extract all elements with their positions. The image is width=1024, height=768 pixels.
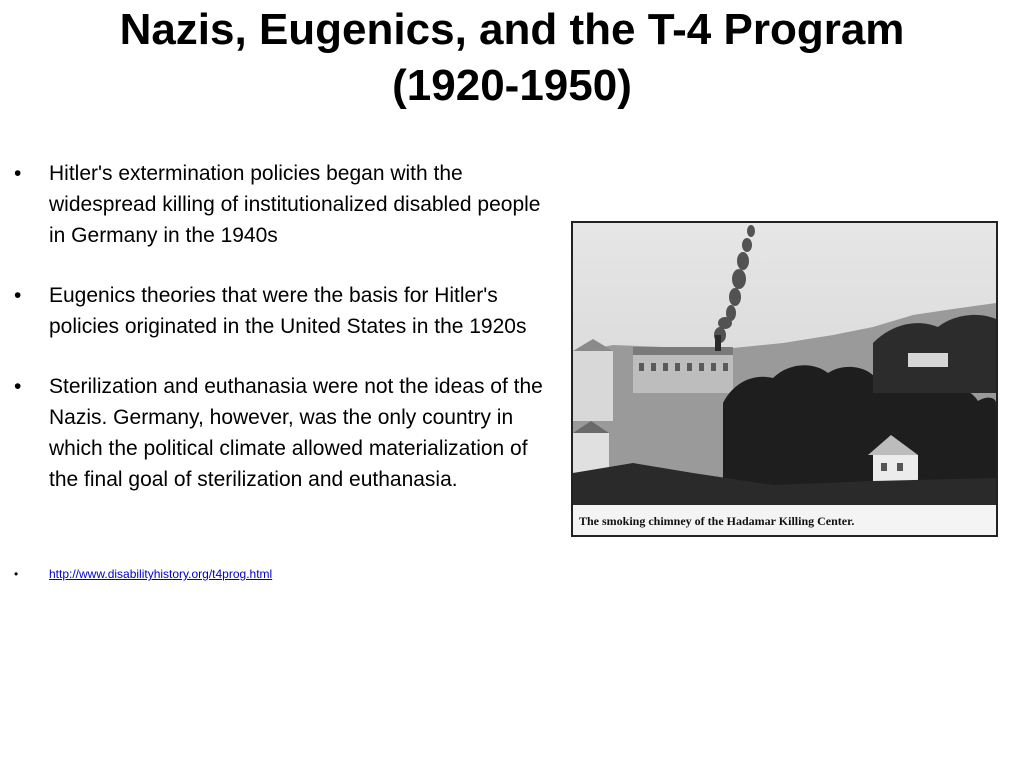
bullet-text: Eugenics theories that were the basis for Hitler's policies originated in the United States in the 1920s [49,284,527,338]
right-building [908,353,948,367]
bullet-marker: • [14,375,22,398]
photo-caption: The smoking chimney of the Hadamar Killing Center. [579,514,855,528]
bullet-text: Sterilization and euthanasia were not the ideas of the Nazis. Germany, however, was the only country in which the political climate allowed materialization of the final goal of sterilization and euthanasia. [49,375,543,491]
bullet-marker: • [14,284,22,307]
bullet-item [14,158,559,251]
source-link[interactable]: http://www.disabilityhistory.org/t4prog.html [49,567,273,581]
bullet-text: Hitler's extermination policies began with the widespread killing of institutionalized disabled people in Germany in the 1940s [49,162,541,247]
bullet-marker: • [14,162,22,185]
slide-title [30,2,994,114]
photo-illustration [573,223,996,535]
bullet-item-link [14,565,559,583]
slide-title-line-1: Nazis, Eugenics, and the T-4 Program [119,5,905,54]
bullet-marker: • [14,567,19,581]
bullet-item [14,371,559,495]
bullet-item [14,280,559,342]
slide-title-line-2: (1920-1950) [392,61,632,110]
hadamar-photo [571,221,998,537]
bullet-list [14,158,559,583]
left-houses [573,339,613,473]
